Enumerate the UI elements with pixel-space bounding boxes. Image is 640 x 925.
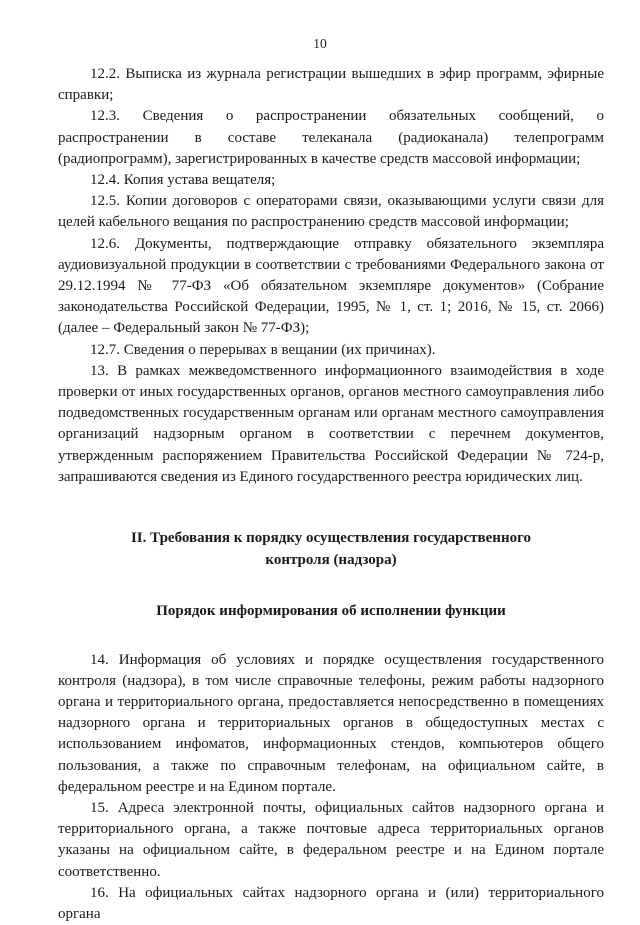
section-heading	[58, 528, 604, 571]
page-number: 10	[313, 36, 327, 51]
paragraph-12-5: 12.5. Копии договоров с операторами связи, оказывающими услуги связи для целей кабельного вещания по распространению средств массовой информации;	[58, 193, 604, 231]
paragraph-16: 16. На официальных сайтах надзорного органа и (или) территориального органа	[58, 884, 604, 922]
paragraph-14: 14. Информация об условиях и порядке осуществления государственного контроля (надзора), в том числе справочные телефоны, режим работы надзорного органа и территориального органа, предоставляется непосредственно в помещениях надзорного органа и территориальных органов в общедоступных местах с использованием инфоматов, информационных стендов, компьютеров общего пользования, а также по справочным телефонам, на официальном сайте, в федеральном реестре и на Едином портале.	[58, 651, 604, 795]
paragraph-12-7: 12.7. Сведения о перерывах в вещании (их причинах).	[90, 341, 436, 358]
paragraph-12-6: 12.6. Документы, подтверждающие отправку обязательного экземпляра аудиовизуальной продукции в соответствии с требованиями Федерального закона от 29.12.1994 № 77-ФЗ «Об обязательном экземпляре документов» (Собрание законодательства Российской Федерации, 1995, № 1, ст. 1; 2016, № 15, ст. 2066) (далее – Федеральный закон № 77-ФЗ);	[58, 235, 604, 337]
section-heading-line-1: II. Требования к порядку осуществления государственного	[130, 530, 532, 547]
paragraph-13: 13. В рамках межведомственного информационного взаимодействия в ходе проверки от иных государственных органов, органов местного самоуправления либо подведомственных государственным органам или органам местного самоуправления организаций надзорным органом в соответствии с перечнем документов, утвержденным распоряжением Правительства Российской Федерации № 724-р, запрашиваются сведения из Единого государственного реестра юридических лиц.	[58, 362, 604, 485]
section-heading-line-2: контроля (надзора)	[265, 551, 397, 568]
paragraph-15: 15. Адреса электронной почты, официальных сайтов надзорного органа и территориального органа, а также почтовые адреса территориальных органов указаны на официальном сайте, в федеральном реестре и на Едином портале соответственно.	[58, 799, 604, 880]
sub-heading: Порядок информирования об исполнении функции	[156, 603, 506, 620]
paragraph-12-3: 12.3. Сведения о распространении обязательных сообщений, о распространении в составе телеканала (радиоканала) телепрограмм (радиопрограмм), зарегистрированных в качестве средств массовой информации;	[58, 108, 604, 167]
paragraph-12-2: 12.2. Выписка из журнала регистрации вышедших в эфир программ, эфирные справки;	[58, 66, 604, 104]
paragraph-12-4: 12.4. Копия устава вещателя;	[90, 172, 276, 189]
page-content	[58, 64, 604, 925]
